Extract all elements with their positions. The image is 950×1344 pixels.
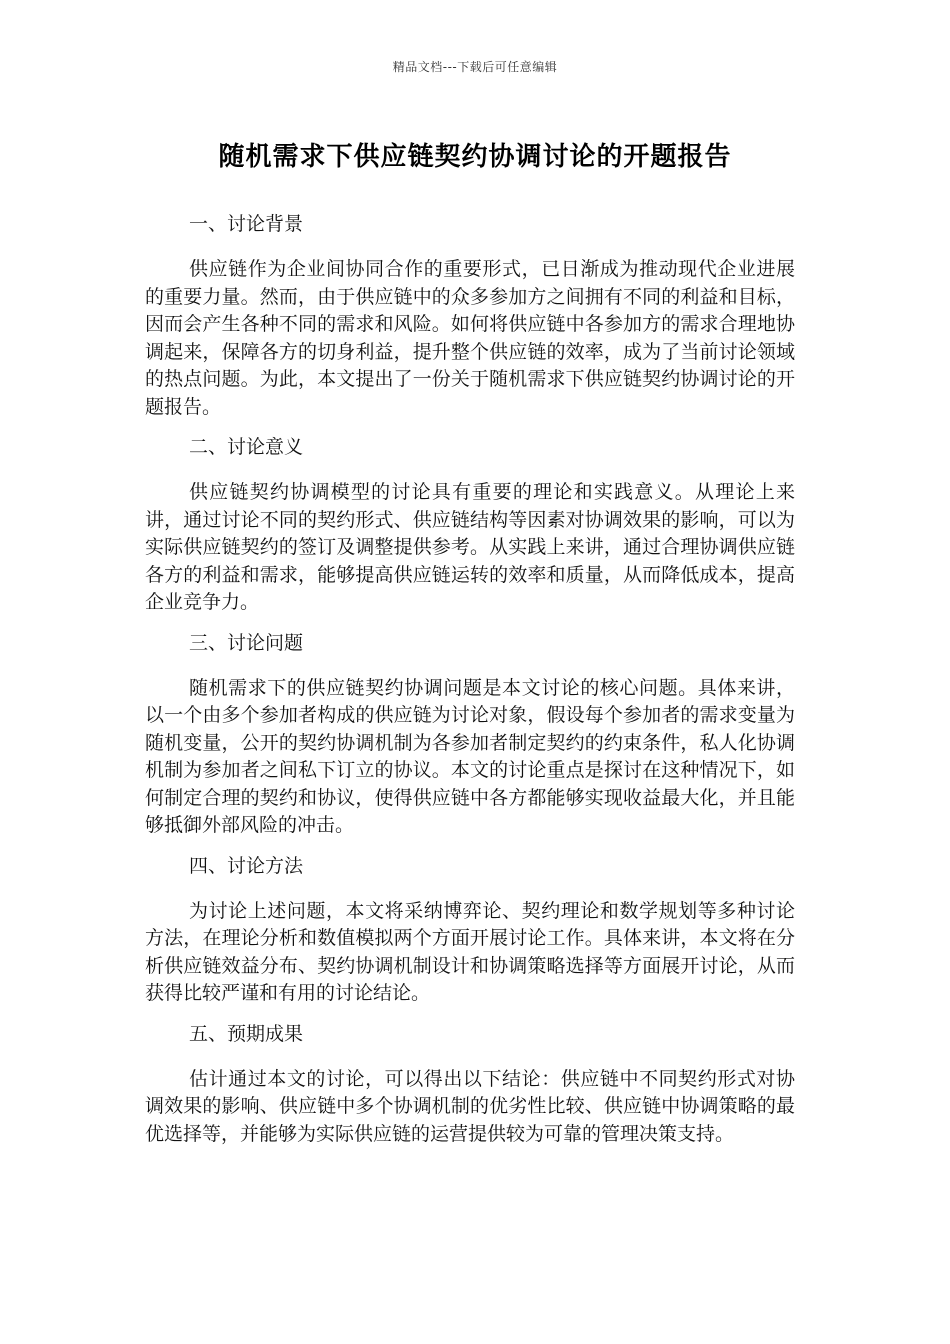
section-paragraph-problem: 随机需求下的供应链契约协调问题是本文讨论的核心问题。具体来讲，以一个由多个参加者构成的供应链为讨论对象，假设每个参加者的需求变量为随机变量，公开的契约协调机制为各参加者制定契约的约束条件，私人化协调机制为参加者之间私下订立的协议。本文的讨论重点是探讨在这种情况下，如何制定合理的契约和协议，使得供应链中各方都能够实现收益最大化，并且能够抵御外部风险的冲击。 — [145, 676, 795, 836]
section-heading-outcome: 五、预期成果 — [189, 1022, 304, 1045]
header-note: 精品文档---下载后可任意编辑 — [392, 60, 558, 74]
document-body — [145, 210, 795, 1160]
section-paragraph-method: 为讨论上述问题，本文将采纳博弈论、契约理论和数学规划等多种讨论方法，在理论分析和数值模拟两个方面开展讨论工作。具体来讲，本文将在分析供应链效益分布、契约协调机制设计和协调策略选择等方面展开讨论，从而获得比较严谨和有用的讨论结论。 — [145, 899, 795, 1004]
section-paragraph-background: 供应链作为企业间协同合作的重要形式，已日渐成为推动现代企业进展的重要力量。然而，由于供应链中的众多参加方之间拥有不同的利益和目标，因而会产生各种不同的需求和风险。如何将供应链中各参加方的需求合理地协调起来，保障各方的切身利益，提升整个供应链的效率，成为了当前讨论领域的热点问题。为此，本文提出了一份关于随机需求下供应链契约协调讨论的开题报告。 — [145, 258, 795, 418]
section-paragraph-significance: 供应链契约协调模型的讨论具有重要的理论和实践意义。从理论上来讲，通过讨论不同的契约形式、供应链结构等因素对协调效果的影响，可以为实际供应链契约的签订及调整提供参考。从实践上来讲，通过合理协调供应链各方的利益和需求，能够提高供应链运转的效率和质量，从而降低成本，提高企业竞争力。 — [145, 481, 795, 613]
document-title: 随机需求下供应链契约协调讨论的开题报告 — [218, 142, 732, 172]
section-heading-problem: 三、讨论问题 — [189, 631, 304, 654]
section-heading-background: 一、讨论背景 — [189, 213, 304, 235]
section-heading-significance: 二、讨论意义 — [189, 436, 304, 458]
section-paragraph-outcome: 估计通过本文的讨论，可以得出以下结论：供应链中不同契约形式对协调效果的影响、供应链中多个协调机制的优劣性比较、供应链中协调策略的最优选择等，并能够为实际供应链的运营提供较为可靠的管理决策支持。 — [145, 1067, 795, 1145]
section-heading-method: 四、讨论方法 — [189, 854, 304, 877]
